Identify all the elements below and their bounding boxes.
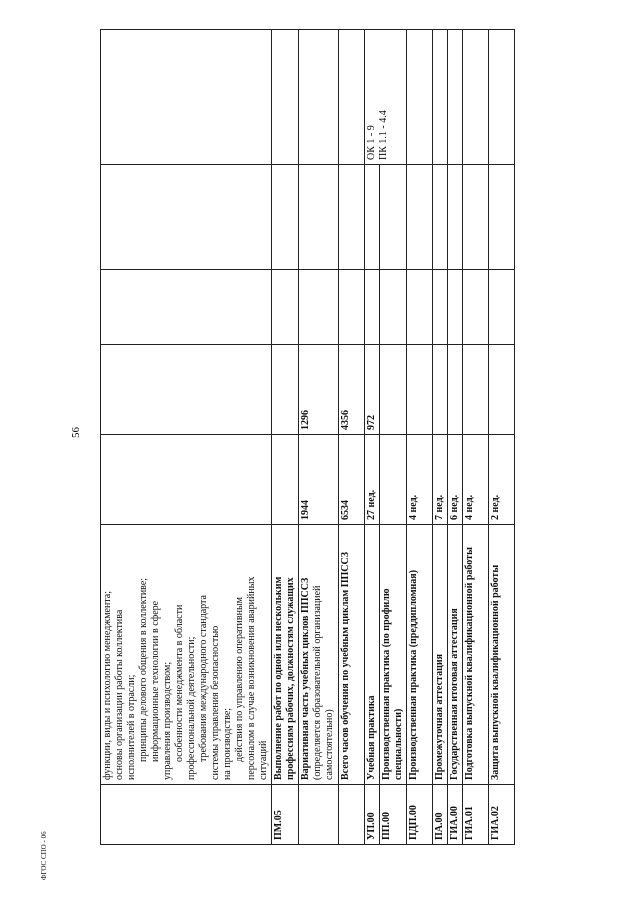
- description-line: Подготовка выпускной квалификационной работы: [464, 547, 475, 780]
- empty-cell: [365, 165, 380, 270]
- mandatory-hours-cell: [380, 345, 407, 435]
- max-load-cell: 6534: [339, 435, 365, 525]
- empty-cell: [448, 270, 463, 345]
- empty-cell: [380, 165, 407, 270]
- max-load-cell: 27 нед.: [365, 435, 380, 525]
- competence-code: ПК 1.1 - 4.4: [378, 110, 389, 160]
- competence-codes-cell: [299, 30, 339, 165]
- competence-codes-cell: [339, 30, 365, 165]
- description-line: на производстве;: [222, 707, 233, 780]
- row-code: ПП.00: [380, 785, 407, 845]
- description-line: Учебная практика: [366, 695, 377, 780]
- empty-cell: [489, 270, 515, 345]
- empty-cell: [299, 165, 339, 270]
- description-line: Государственная итоговая аттестация: [449, 608, 460, 780]
- competence-codes-cell: [463, 30, 489, 165]
- empty-cell: [299, 270, 339, 345]
- empty-cell: [463, 270, 489, 345]
- row-description: [272, 525, 299, 785]
- table-row: [407, 30, 433, 845]
- row-description: [339, 525, 365, 785]
- empty-cell: [489, 165, 515, 270]
- description-line: ситуаций: [258, 740, 269, 780]
- description-line: управления производством;: [162, 661, 173, 780]
- max-load-cell: [101, 435, 272, 525]
- mandatory-hours-cell: [272, 345, 299, 435]
- row-description: [489, 525, 515, 785]
- description-line: функции, виды и психологию менеджмента;: [102, 590, 113, 780]
- curriculum-table-rotated: [100, 30, 570, 845]
- row-code: ГИА.00: [448, 785, 463, 845]
- description-line: Производственная практика (преддипломная): [408, 569, 419, 780]
- description-line: принципы делового общения в коллективе;: [138, 577, 149, 762]
- mandatory-hours-cell: 1296: [299, 345, 339, 435]
- footer-label: ФГОС СПО - 06: [40, 831, 48, 880]
- row-description: [365, 525, 380, 785]
- competence-codes-cell: [448, 30, 463, 165]
- row-description: [448, 525, 463, 785]
- competence-code: ОК 1 - 9: [366, 125, 377, 160]
- empty-cell: [407, 270, 433, 345]
- max-load-cell: 4 нед.: [463, 435, 489, 525]
- empty-cell: [380, 270, 407, 345]
- row-code: [299, 785, 339, 845]
- row-code: [339, 785, 365, 845]
- max-load-cell: [272, 435, 299, 525]
- mandatory-hours-cell: [489, 345, 515, 435]
- description-line: Защита выпускной квалификационной работы: [490, 564, 501, 780]
- max-load-cell: 2 нед.: [489, 435, 515, 525]
- max-load-cell: 4 нед.: [407, 435, 433, 525]
- row-code: ГИА.02: [489, 785, 515, 845]
- empty-cell: [339, 165, 365, 270]
- description-line: системы управления безопасностью: [210, 625, 221, 780]
- row-code: ГИА.01: [463, 785, 489, 845]
- empty-cell: [448, 165, 463, 270]
- empty-cell: [272, 165, 299, 270]
- mandatory-hours-cell: 972: [365, 345, 380, 435]
- competence-codes-cell: [433, 30, 448, 165]
- row-description: [380, 525, 407, 785]
- table-row: [101, 30, 272, 845]
- mandatory-hours-cell: [448, 345, 463, 435]
- max-load-cell: 6 нед.: [448, 435, 463, 525]
- page-number: 56: [70, 427, 82, 438]
- empty-cell: [339, 270, 365, 345]
- description-line: Вариативная часть учебных циклов ППССЗ: [300, 577, 311, 780]
- description-line: Промежуточная аттестация: [434, 653, 445, 780]
- table-row: [339, 30, 365, 845]
- row-code: ПДП.00: [407, 785, 433, 845]
- description-line: исполнителей в отрасли;: [126, 674, 137, 780]
- table-row: [448, 30, 463, 845]
- competence-codes-cell: [365, 30, 407, 165]
- mandatory-hours-cell: [433, 345, 448, 435]
- description-line: (определяется образовательной организацией самостоятельно): [312, 585, 335, 780]
- row-code: [101, 785, 272, 845]
- row-description: [101, 525, 272, 785]
- row-code: ПА.00: [433, 785, 448, 845]
- table-row: [365, 30, 380, 845]
- empty-cell: [101, 270, 272, 345]
- max-load-cell: [380, 435, 407, 525]
- empty-cell: [365, 270, 380, 345]
- row-description: [463, 525, 489, 785]
- row-description: [299, 525, 339, 785]
- max-load-cell: 1944: [299, 435, 339, 525]
- empty-cell: [272, 270, 299, 345]
- description-line: профессиональной деятельности;: [186, 636, 197, 780]
- description-line: персоналом в случае возникновения аварийных: [246, 576, 257, 780]
- table-row: [433, 30, 448, 845]
- description-line: информационные технологии в сфере: [150, 600, 161, 762]
- curriculum-table: [100, 29, 515, 845]
- mandatory-hours-cell: [407, 345, 433, 435]
- competence-codes-cell: [489, 30, 515, 165]
- description-line: Выполнение работ по одной или нескольким профессиям рабочих, должностям служащих: [273, 576, 296, 780]
- description-line: особенности менеджмента в области: [174, 604, 185, 762]
- competence-codes-cell: [272, 30, 299, 165]
- empty-cell: [101, 165, 272, 270]
- empty-cell: [433, 165, 448, 270]
- mandatory-hours-cell: [101, 345, 272, 435]
- description-line: действия по управлению оперативным: [234, 596, 245, 762]
- empty-cell: [463, 165, 489, 270]
- empty-cell: [407, 165, 433, 270]
- row-code: ПМ.05: [272, 785, 299, 845]
- table-row: [489, 30, 515, 845]
- description-line: Всего часов обучения по учебным циклам ППССЗ: [340, 551, 351, 780]
- description-line: требования международного стандарта: [198, 595, 209, 762]
- max-load-cell: 7 нед.: [433, 435, 448, 525]
- row-description: [433, 525, 448, 785]
- mandatory-hours-cell: 4356: [339, 345, 365, 435]
- table-row: [272, 30, 299, 845]
- table-row: [299, 30, 339, 845]
- description-line: Производственная практика (по профилю специальности): [381, 588, 404, 780]
- empty-cell: [433, 270, 448, 345]
- table-row: [463, 30, 489, 845]
- description-line: основы организации работы коллектива: [114, 609, 125, 780]
- row-code: УП.00: [365, 785, 380, 845]
- mandatory-hours-cell: [463, 345, 489, 435]
- row-description: [407, 525, 433, 785]
- competence-codes-cell: [407, 30, 433, 165]
- competence-codes-cell: [101, 30, 272, 165]
